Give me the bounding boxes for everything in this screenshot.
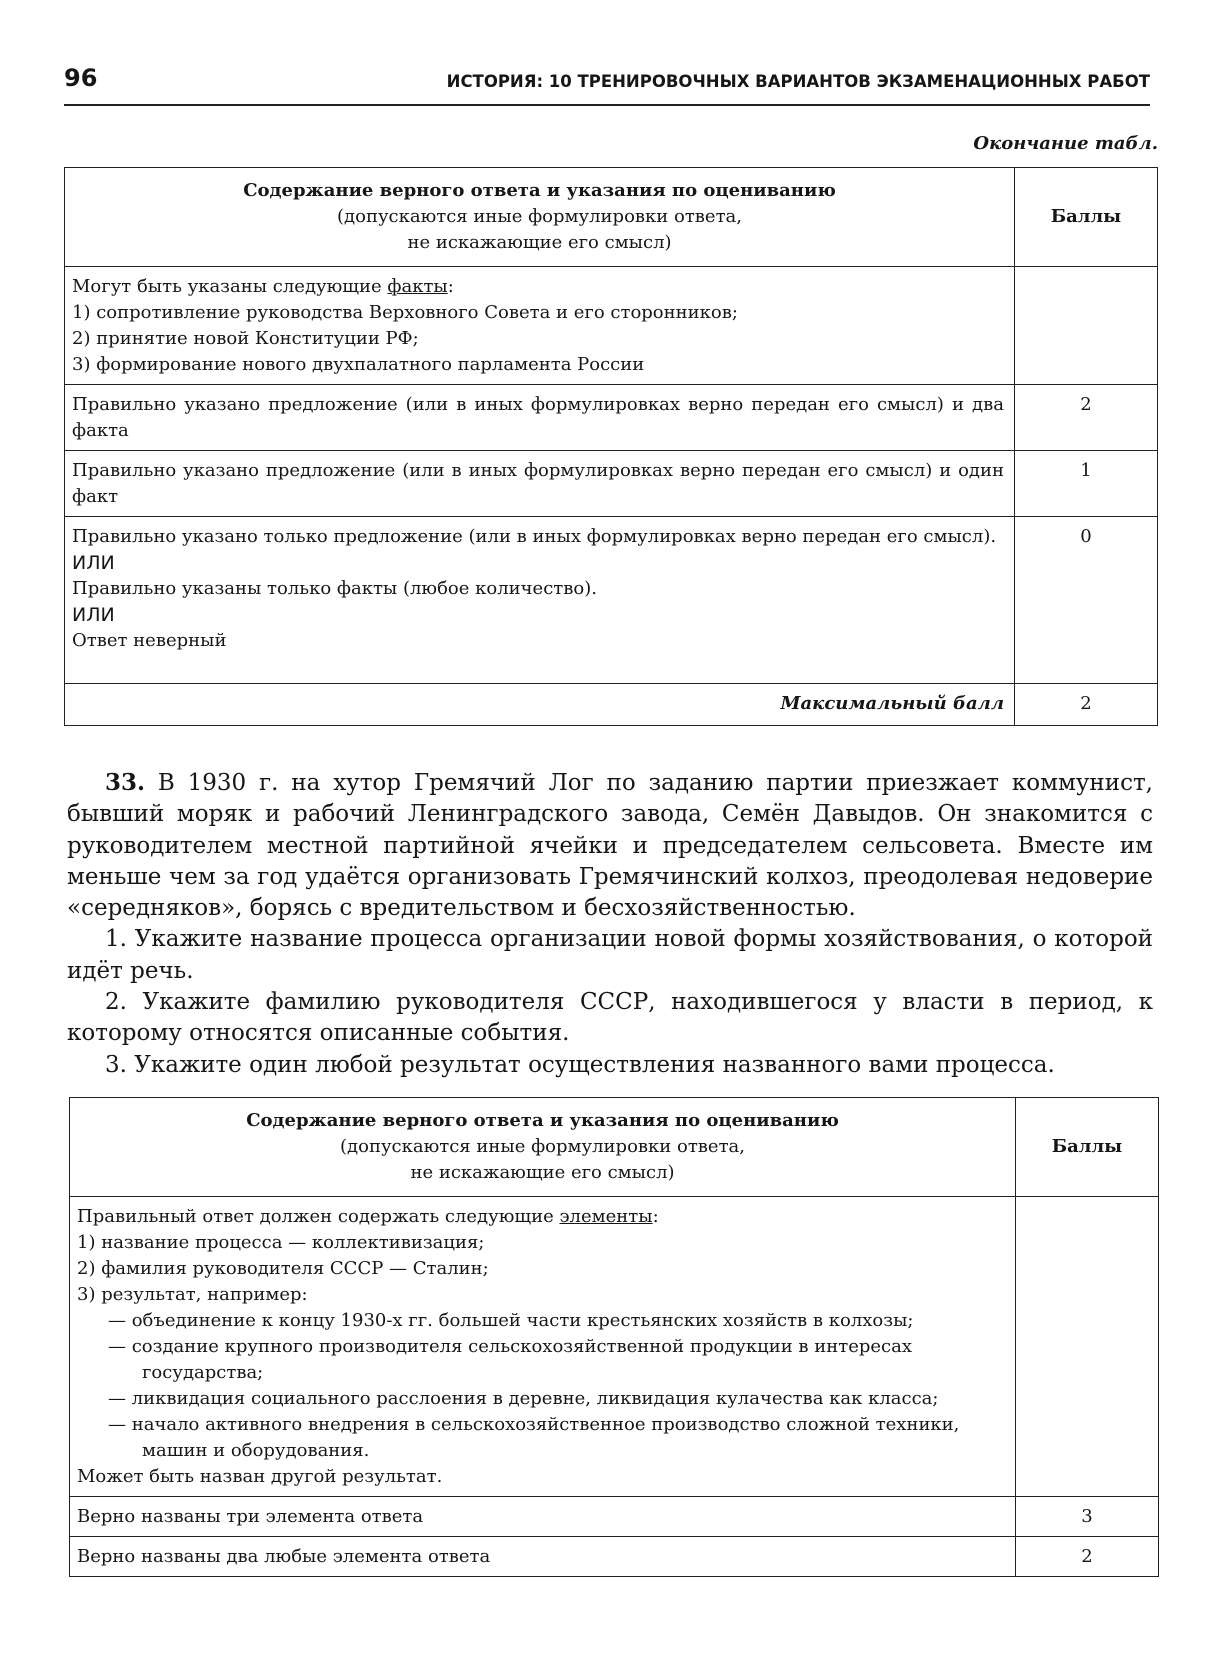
zero-line-2: Правильно указаны только факты (любое количество). xyxy=(72,578,597,599)
facts-keyword: факты xyxy=(387,276,448,297)
header-criteria-cell xyxy=(65,168,1015,267)
answer-element: 3) результат, например: xyxy=(77,1284,308,1305)
zero-line-3: Ответ неверный xyxy=(72,630,227,651)
fact-item: 2) принятие новой Конституции РФ; xyxy=(72,328,419,349)
result-item: — ликвидация социального расслоения в деревне, ликвидация кулачества как класса; xyxy=(108,1388,939,1409)
points-cell: 3 xyxy=(1016,1497,1159,1537)
header-subtitle-1: (допускаются иные формулировки ответа, xyxy=(337,206,742,227)
header-points-label: Баллы xyxy=(1051,1136,1123,1157)
header-criteria-cell xyxy=(70,1098,1016,1197)
score-row-1 xyxy=(65,451,1158,517)
score-row-2 xyxy=(70,1537,1159,1577)
answer-elements-cell xyxy=(70,1197,1016,1497)
or-separator: ИЛИ xyxy=(72,552,115,574)
criterion-cell: Правильно указано предложение (или в иных формулировках верно передан его смысл) и два факта xyxy=(65,385,1015,451)
fact-item: 3) формирование нового двухпалатного парламента России xyxy=(72,354,645,375)
task-33 xyxy=(67,767,1153,1081)
header-rule xyxy=(64,104,1150,106)
fact-item: 1) сопротивление руководства Верховного Совета и его сторонников; xyxy=(72,302,738,323)
header-title: Содержание верного ответа и указания по оцениванию xyxy=(246,1110,839,1131)
score-row-2 xyxy=(65,385,1158,451)
answer-element: 1) название процесса — коллективизация; xyxy=(77,1232,485,1253)
score-row-0 xyxy=(65,517,1158,684)
table-header-row xyxy=(65,168,1158,267)
table-caption: Окончание табл. xyxy=(973,133,1158,154)
header-points-cell xyxy=(1015,168,1158,267)
task-question-3: 3. Укажите один любой результат осуществления названного вами процесса. xyxy=(105,1051,1055,1078)
header-subtitle-1: (допускаются иные формулировки ответа, xyxy=(340,1136,745,1157)
running-title: ИСТОРИЯ: 10 ТРЕНИРОВОЧНЫХ ВАРИАНТОВ ЭКЗАМЕНАЦИОННЫХ РАБОТ xyxy=(446,72,1150,91)
answer-element: 2) фамилия руководителя СССР — Сталин; xyxy=(77,1258,489,1279)
points-cell: 0 xyxy=(1015,517,1158,684)
result-item: — начало активного внедрения в сельскохозяйственное производство сложной техники, машин и оборудования. xyxy=(108,1414,960,1461)
points-cell: 1 xyxy=(1015,451,1158,517)
criterion-cell: Верно названы три элемента ответа xyxy=(70,1497,1016,1537)
max-score-row xyxy=(65,684,1158,726)
answer-intro: Правильный ответ должен содержать следующие элементы: xyxy=(77,1206,659,1227)
header-points-label: Баллы xyxy=(1050,206,1122,227)
task-number: 33. xyxy=(105,769,146,796)
header-points-cell xyxy=(1016,1098,1159,1197)
facts-intro: Могут быть указаны следующие факты: xyxy=(72,276,454,297)
header-subtitle-2: не искажающие его смысл) xyxy=(407,232,672,253)
result-item: — создание крупного производителя сельскохозяйственной продукции в интересах государства; xyxy=(108,1336,913,1383)
criterion-cell: Правильно указано предложение (или в иных формулировках верно передан его смысл) и один факт xyxy=(65,451,1015,517)
max-score-points: 2 xyxy=(1015,684,1158,726)
header-subtitle-2: не искажающие его смысл) xyxy=(410,1162,675,1183)
answer-elements-row xyxy=(70,1197,1159,1497)
page-number: 96 xyxy=(64,64,98,92)
criterion-cell xyxy=(65,517,1015,684)
points-cell: 2 xyxy=(1016,1537,1159,1577)
zero-line-1: Правильно указано только предложение (или в иных формулировках верно передан его смысл). xyxy=(72,526,997,547)
score-row-3 xyxy=(70,1497,1159,1537)
task-question-2: 2. Укажите фамилию руководителя СССР, находившегося у власти в период, к которому относятся описанные события. xyxy=(67,989,1153,1047)
answer-closing: Может быть назван другой результат. xyxy=(77,1466,443,1487)
grading-table-2 xyxy=(69,1097,1159,1577)
points-cell: 2 xyxy=(1015,385,1158,451)
facts-points-cell xyxy=(1015,267,1158,385)
grading-table-1 xyxy=(64,167,1158,726)
criterion-cell: Верно названы два любые элемента ответа xyxy=(70,1537,1016,1577)
task-intro: 33. В 1930 г. на хутор Гремячий Лог по заданию партии приезжает коммунист, бывший моряк и рабочий Ленинградского завода, Семён Давыдов. Он знакомится с руководителем местной партийной ячейки и председателем сельсовета. Вместе им меньше чем за год удаётся организовать Гремячинский колхоз, преодолевая недоверие «середняков», борясь с вредительством и бесхозяйственностью. xyxy=(67,769,1153,922)
answer-points-cell xyxy=(1016,1197,1159,1497)
result-item: — объединение к концу 1930-х гг. большей части крестьянских хозяйств в колхозы; xyxy=(108,1310,914,1331)
task-question-1: 1. Укажите название процесса организации новой формы хозяйствования, о которой идёт речь. xyxy=(67,926,1153,984)
facts-cell xyxy=(65,267,1015,385)
or-separator: ИЛИ xyxy=(72,604,115,626)
elements-keyword: элементы xyxy=(559,1206,653,1227)
table-header-row xyxy=(70,1098,1159,1197)
max-score-label: Максимальный балл xyxy=(65,684,1015,726)
facts-row xyxy=(65,267,1158,385)
header-title: Содержание верного ответа и указания по оцениванию xyxy=(243,180,836,201)
